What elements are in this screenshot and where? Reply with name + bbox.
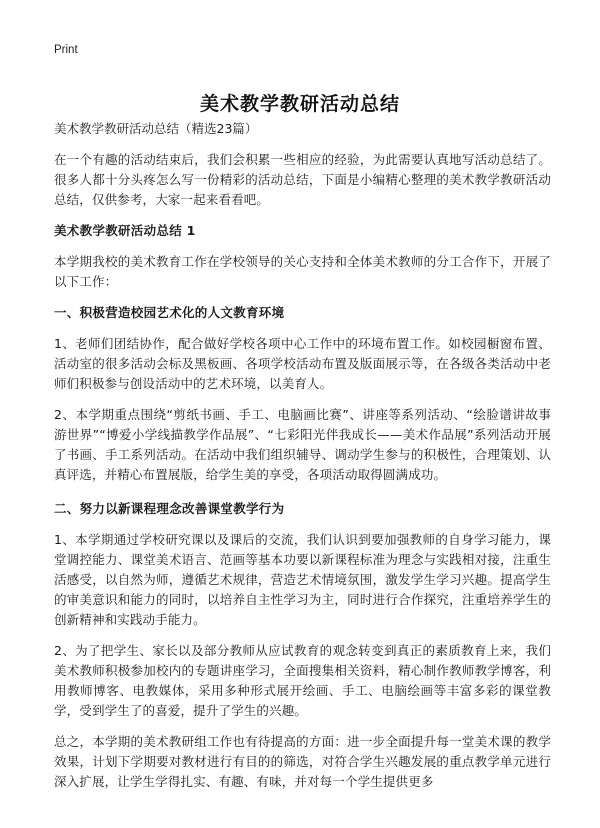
intro-paragraph: 在一个有趣的活动结束后，我们会积累一些相应的经验，为此需要认真地写活动总结了。很多人都十分头疼怎么写一份精彩的活动总结，下面是小编精心整理的美术教学教研活动总结，仅供参考，大家一起来看看吧。 (54, 152, 551, 207)
section-paragraph: 2、为了把学生、家长以及部分教师从应试教育的观念转变到真正的素质教育上来，我们美术教师积极参加校内的专题讲座学习，全面搜集相关资料，精心制作教师教学博客，利用教师博客、电教媒体，采用多种形式展开绘画、手工、电脑绘画等丰富多彩的课堂教学，受到学生了的喜爱，提升了学生的兴趣。 (54, 643, 551, 718)
print-link[interactable]: Print (54, 44, 78, 56)
document-subtitle: 美术教学教研活动总结（精选23篇） (54, 121, 258, 136)
section-paragraph: 1、老师们团结协作，配合做好学校各项中心工作中的环境布置工作。如校园橱窗布置、活动室的很多活动会标及黑板画、各项学校活动布置及版面展示等，在各级各类活动中老师们积极参与创设活动中的艺术环境，以美育人。 (54, 336, 551, 391)
summary-opening-paragraph: 本学期我校的美术教育工作在学校领导的关心支持和全体美术教师的分工合作下，开展了以下工作： (54, 254, 551, 289)
section-heading-curriculum: 二、努力以新课程理念改善课堂教学行为 (54, 501, 285, 516)
page-title: 美术教学教研活动总结 (199, 92, 400, 115)
conclusion-paragraph: 总之，本学期的美术教研组工作也有待提高的方面：进一步全面提升每一堂美术课的教学效果，计划下学期要对教材进行有目的的筛选，对符合学生兴趣发展的重点教学单元进行深入扩展，让学生学得扎实、有趣、有味，并对每一个学生提供更多 (54, 734, 551, 789)
summary-heading: 美术教学教研活动总结 1 (54, 223, 196, 238)
document-body (54, 119, 551, 803)
section-paragraph: 2、本学期重点围绕“剪纸书画、手工、电脑画比赛”、讲座等系列活动、“绘脸谱讲故事 游世界”“博爱小学线描教学作品展”、“七彩阳光伴我成长——美术作品展”系列活动开展了书画、手工系列活动。在活动中我们组织辅导、调动学生参与的积极性，合理策划、认真评选，并精心布置展版，给学生美的享受，各项活动取得圆满成功。 (54, 407, 551, 482)
section-heading-environment: 一、积极营造校园艺术化的人文教育环境 (54, 305, 285, 320)
section-paragraph: 1、本学期通过学校研究课以及课后的交流，我们认识到要加强教师的自身学习能力，课堂调控能力、课堂美术语言、范画等基本功要以新课程标准为理念与实践相对接，注重生活感受，以自然为师，遵循艺术规律，营造艺术情境氛围，激发学生学习兴趣。提高学生的审美意识和能力的同时，以培养自主性学习为主，同时进行合作探究，注重培养学生的创新精神和实践动手能力。 (54, 532, 551, 627)
